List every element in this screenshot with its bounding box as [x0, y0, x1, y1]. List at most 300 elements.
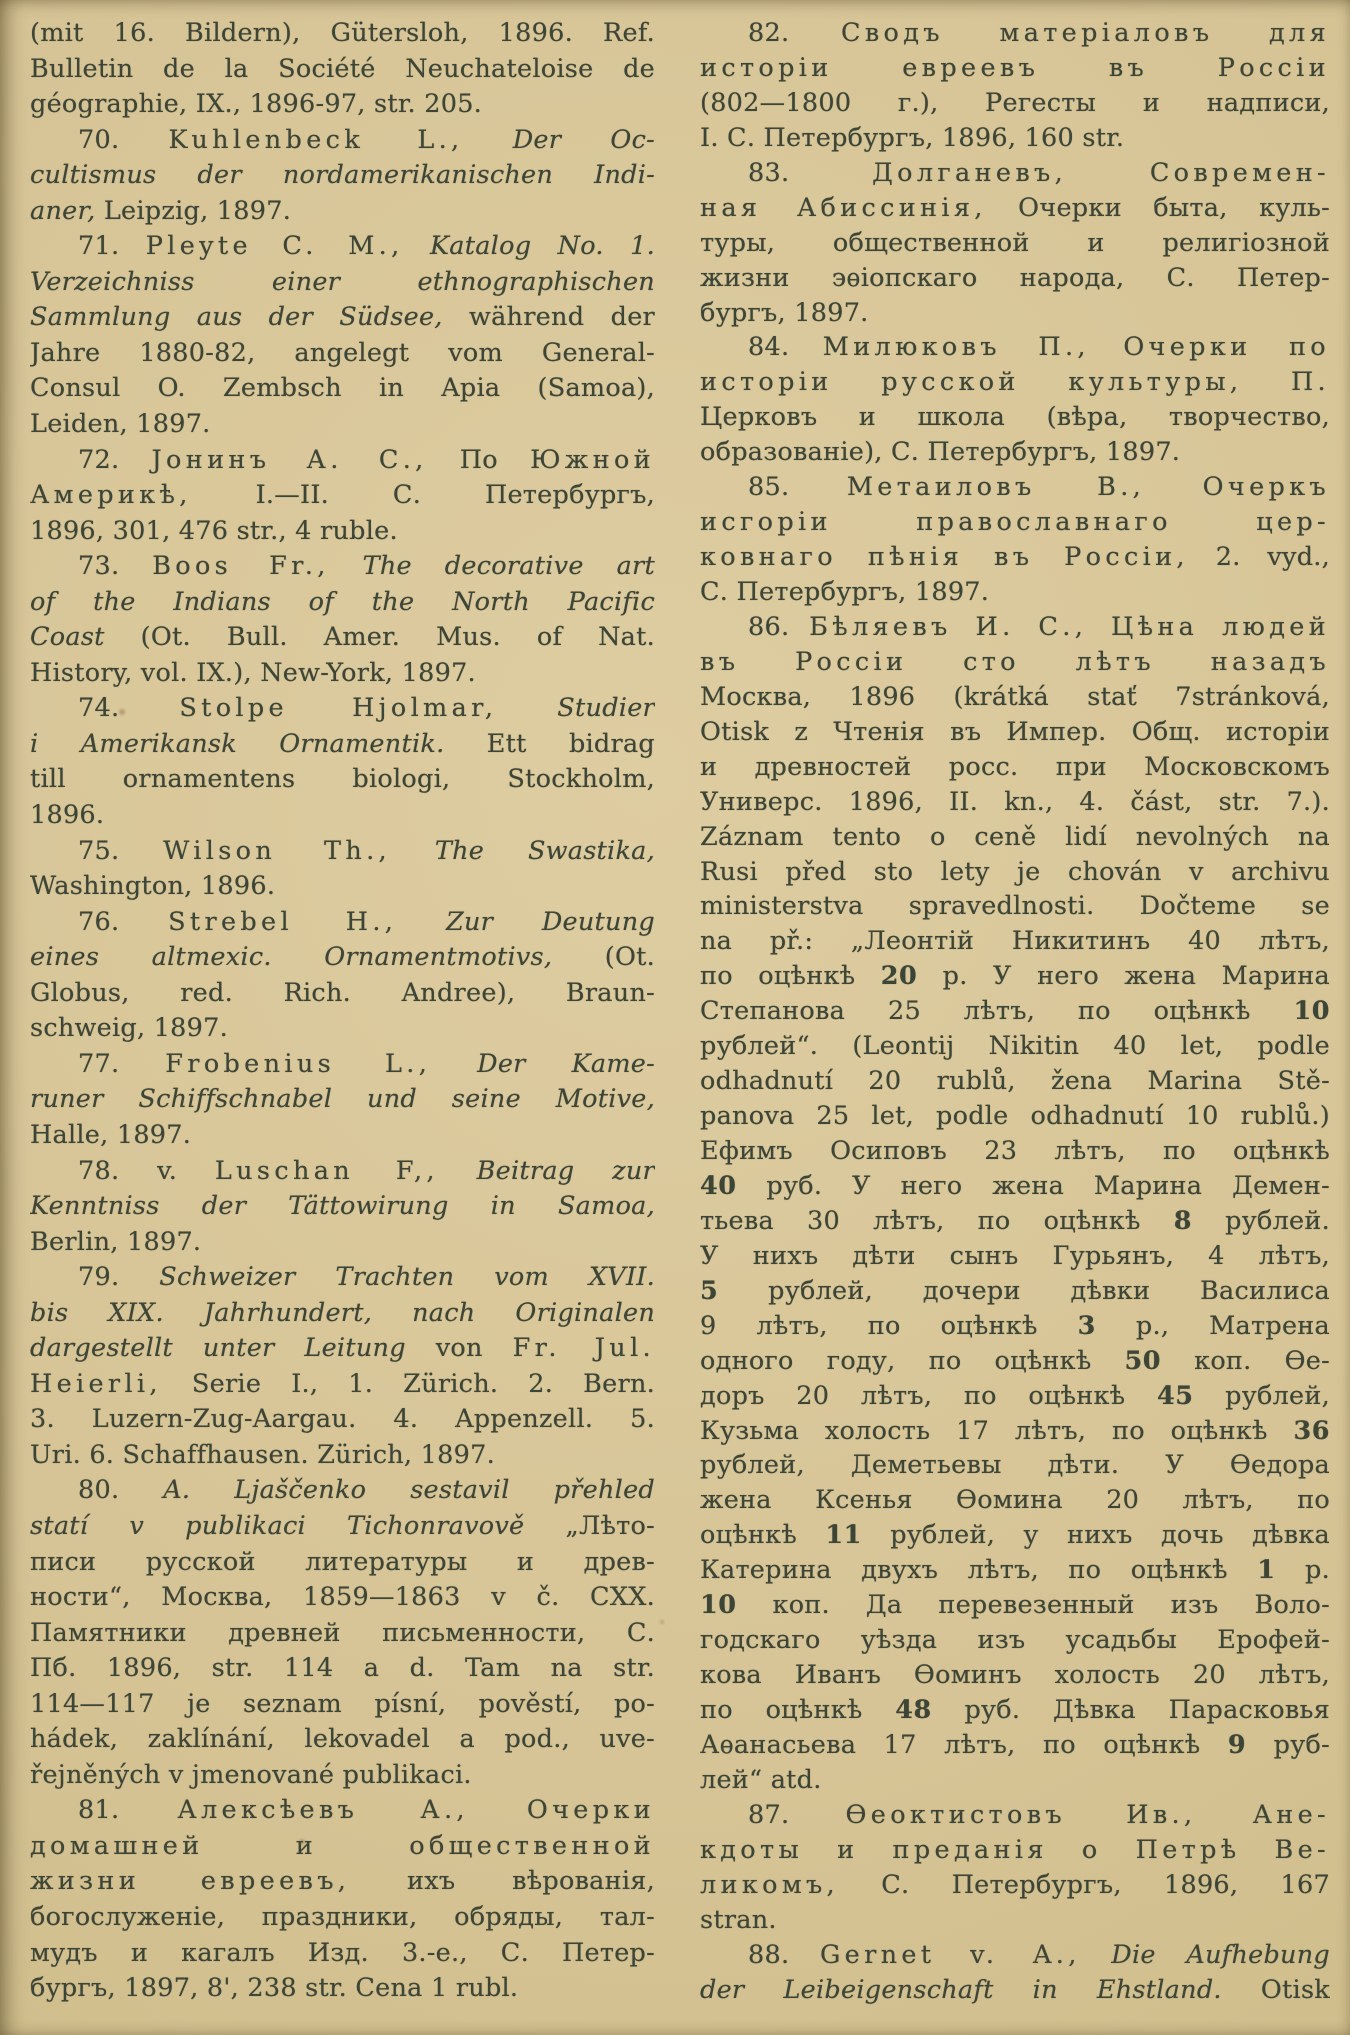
text-line	[700, 610, 1330, 645]
text-segment: 82.	[748, 18, 841, 48]
text-line	[700, 296, 1330, 331]
text-segment: Јонинъ А. С.,	[151, 444, 428, 475]
text-segment: Ett bidrag	[444, 728, 655, 759]
text-segment: 45	[1156, 1380, 1194, 1411]
text-segment: 1896.	[30, 800, 105, 831]
text-segment: hádek, zaklínání, lekovadel a pod., uve-	[30, 1724, 655, 1755]
text-line	[30, 976, 655, 1012]
text-line	[30, 123, 655, 159]
text-segment: Ефимъ Осиповъ 23 лѣтъ, по оцѣнкѣ	[700, 1136, 1330, 1166]
text-segment: писи русской литературы и древ-	[30, 1546, 655, 1577]
text-segment: panova 25 let, podle odhadnutí 10 rublů.)	[700, 1101, 1330, 1132]
text-segment	[391, 836, 435, 866]
text-segment: Долганевъ,	[872, 157, 1068, 188]
text-line	[700, 1868, 1330, 1903]
text-line	[700, 715, 1330, 750]
text-segment: ихъ вѣрованія,	[350, 1866, 655, 1897]
text-segment: 85.	[748, 472, 847, 503]
text-line	[700, 1448, 1330, 1483]
text-line	[700, 924, 1330, 959]
text-line	[700, 959, 1330, 994]
text-segment: Очерки по	[1123, 332, 1330, 363]
text-segment: řejněných v jmenované publikaci.	[30, 1759, 472, 1790]
text-segment: dargestellt unter Leitung	[30, 1333, 406, 1364]
text-segment: Pleyte C. M.,	[145, 231, 404, 262]
text-segment: р.	[1275, 1555, 1330, 1586]
text-line	[30, 1580, 655, 1616]
text-line	[700, 1274, 1330, 1309]
text-segment: Степанова 25 лѣтъ, по оцѣнкѣ	[700, 996, 1294, 1027]
text-segment: 11	[825, 1520, 862, 1551]
text-segment: (mit 16. Bildern), Gütersloh, 1896. Ref.	[30, 18, 655, 48]
text-segment: рублей, дочери дѣвки Василиса	[718, 1275, 1330, 1306]
text-line	[700, 1099, 1330, 1134]
text-line	[700, 1728, 1330, 1763]
text-segment: жизни евреевъ,	[30, 1866, 351, 1897]
text-segment: na př.: „Леонтій Никитинъ 40 лѣтъ,	[700, 926, 1330, 957]
text-segment: (Ot.	[552, 942, 655, 973]
text-segment: von	[405, 1333, 513, 1364]
text-segment: исторіи русской культуры, П.	[700, 367, 1330, 398]
text-line	[700, 51, 1330, 86]
text-line	[30, 1864, 655, 1900]
text-segment: оцѣнкѣ	[700, 1520, 826, 1551]
text-segment	[439, 1156, 477, 1186]
text-segment: Памятники древней письменности, С.	[30, 1617, 655, 1648]
text-line	[700, 540, 1330, 575]
text-segment: Washington, 1896.	[30, 871, 276, 902]
text-segment: Leiden, 1897.	[30, 409, 211, 440]
text-line	[30, 16, 655, 52]
text-segment: I. С. Петербургъ, 1896, 160 str.	[700, 122, 1125, 153]
text-segment: 10	[1293, 996, 1330, 1027]
text-segment: ministerstva spravedlnosti. Dočteme se	[700, 891, 1330, 922]
text-line	[30, 1118, 655, 1154]
text-line	[30, 1438, 655, 1474]
text-segment: рублей, у нихъ дочь дѣвка	[861, 1520, 1330, 1551]
text-line	[700, 330, 1330, 365]
text-segment: бургъ, 1897.	[700, 297, 869, 328]
text-segment	[1196, 1800, 1252, 1830]
text-segment: 78. v.	[78, 1155, 215, 1186]
text-segment: кова Иванъ Ѳоминъ холость 20 лѣтъ,	[700, 1660, 1330, 1691]
text-line	[30, 585, 655, 621]
text-segment: 9	[1227, 1729, 1247, 1760]
text-segment: Gernet v. A.,	[819, 1939, 1081, 1970]
text-segment	[397, 907, 446, 937]
text-segment	[431, 1049, 477, 1079]
text-segment: Studier	[557, 693, 655, 724]
text-segment: 73.	[78, 551, 153, 582]
text-segment: bis XIX. Jahrhundert, nach Originalen	[30, 1297, 655, 1328]
text-line	[30, 869, 655, 905]
text-segment: исгоріи православнаго цер-	[700, 507, 1330, 538]
text-segment	[1067, 158, 1150, 188]
text-segment: History, vol. IX.), New-York, 1897.	[30, 657, 476, 688]
left-column	[30, 16, 655, 2035]
text-segment: и древностей росс. при Московскомъ	[700, 751, 1330, 782]
text-segment: Сводъ матеріаловъ для	[840, 18, 1330, 48]
text-segment: 76.	[78, 906, 169, 937]
text-line	[700, 1833, 1330, 1868]
text-segment: Очеркъ	[1202, 472, 1330, 503]
text-line	[30, 1082, 655, 1118]
text-segment: Универс. 1896, II. kn., 4. část, str. 7.).	[700, 786, 1330, 817]
text-segment: eines altmexic. Ornamentmotivs,	[30, 942, 553, 973]
text-segment: по оцѣнкѣ	[700, 1695, 896, 1725]
text-segment: 79.	[78, 1262, 160, 1293]
text-segment: ности“, Москва, 1859—1863 v č. CXX.	[30, 1582, 655, 1613]
text-segment: Berlin, 1897.	[30, 1226, 202, 1257]
text-segment: 114—117 je seznam písní, pověstí, po-	[30, 1688, 655, 1719]
text-segment: Очерки быта, куль-	[986, 192, 1330, 223]
text-segment: руб. Дѣвка Парасковья	[931, 1695, 1330, 1725]
text-segment: Otisk z Чтенія въ Импер. Общ. исторіи	[700, 716, 1330, 747]
text-line	[30, 1154, 655, 1190]
text-segment	[463, 125, 512, 155]
text-line	[30, 549, 655, 585]
text-segment: Sammlung aus der Südsee,	[30, 302, 443, 333]
text-segment: Москва, 1896 (krátká stať 7stránková,	[700, 681, 1330, 712]
text-line	[30, 1047, 655, 1083]
text-line	[700, 889, 1330, 924]
text-segment: Америкѣ,	[30, 480, 192, 511]
text-line	[30, 1936, 655, 1972]
text-segment: По	[427, 444, 531, 475]
text-line	[700, 435, 1330, 470]
text-segment: Leipzig, 1897.	[95, 195, 292, 226]
text-segment: Южной	[530, 444, 655, 475]
text-line	[30, 1011, 655, 1047]
text-segment: Consul O. Zembsch in Apia (Samoa),	[30, 373, 655, 404]
text-segment: 86.	[748, 611, 810, 642]
text-line	[30, 1616, 655, 1652]
text-segment: Кузьма холость 17 лѣтъ, по оцѣнкѣ	[700, 1415, 1294, 1446]
text-line	[30, 229, 655, 265]
text-line	[30, 1331, 655, 1367]
text-segment: 75.	[78, 835, 164, 866]
text-segment: Globus, red. Rich. Andree), Braun-	[30, 977, 655, 1008]
text-line	[700, 365, 1330, 400]
text-segment: годскаго уѣзда изъ усадьбы Ерофей-	[700, 1625, 1330, 1656]
text-segment: Záznam tento o ceně lidí nevolných na	[700, 821, 1330, 852]
text-line	[30, 1296, 655, 1332]
text-segment: géographie, IX., 1896-97, str. 205.	[30, 89, 483, 120]
text-line	[700, 785, 1330, 820]
text-segment: бургъ, 1897, 8', 238 str. Cena 1 rubl.	[30, 1973, 519, 2004]
text-segment: руб-	[1246, 1729, 1330, 1760]
text-segment: 10	[700, 1590, 737, 1621]
text-line	[700, 191, 1330, 226]
text-line	[30, 1971, 655, 2007]
text-line	[30, 1367, 655, 1403]
text-segment: 71.	[78, 231, 146, 262]
text-segment: (802—1800 г.), Регесты и надписи,	[700, 87, 1330, 118]
text-segment: I.—II. С. Петербургъ,	[191, 480, 655, 511]
text-segment: Schweizer Trachten vom XVII.	[159, 1262, 655, 1293]
text-segment: 3. Luzern-Zug-Aargau. 4. Appenzell. 5.	[30, 1404, 655, 1435]
text-line	[30, 443, 655, 479]
text-line	[700, 1204, 1330, 1239]
text-line	[700, 1344, 1330, 1379]
text-segment: The decorative art	[362, 551, 655, 582]
text-segment	[1145, 472, 1203, 502]
text-segment: ликомъ,	[700, 1869, 839, 1900]
text-segment: der Leibeigenschaft in Ehstland.	[700, 1974, 1222, 2005]
text-line	[30, 905, 655, 941]
text-segment: туры, общественной и религіозной	[700, 227, 1330, 258]
text-segment: лей“ atd.	[700, 1764, 822, 1795]
text-segment: Katalog No. 1.	[429, 231, 655, 262]
text-line	[700, 505, 1330, 540]
text-line	[700, 1309, 1330, 1344]
text-line	[700, 1134, 1330, 1169]
text-segment: Rusi před sto lety je chován v archivu	[700, 856, 1330, 887]
text-segment: Serie I., 1. Zürich. 2. Bern.	[161, 1368, 655, 1399]
text-segment	[404, 231, 430, 261]
text-segment: Der Oc-	[512, 124, 655, 155]
text-segment: Der Kame-	[477, 1048, 655, 1079]
text-segment: Ѳеоктистовъ Ив.,	[845, 1799, 1197, 1830]
text-segment: odhadnutí 20 rublů, žena Marina Stě-	[700, 1066, 1330, 1097]
text-segment: 9 лѣтъ, по оцѣнкѣ	[700, 1310, 1078, 1341]
text-line	[30, 940, 655, 976]
text-segment: домашней и общественной	[30, 1830, 655, 1861]
text-line	[30, 87, 655, 123]
text-segment: cultismus der nordamerikanischen Indi-	[30, 160, 655, 191]
text-line	[700, 1169, 1330, 1204]
paper-speckles	[0, 0, 4, 4]
text-segment: Катерина двухъ лѣтъ, по оцѣнкѣ	[700, 1555, 1258, 1586]
text-line	[700, 750, 1330, 785]
text-segment: Stolpe Hjolmar,	[179, 693, 498, 724]
text-line	[700, 121, 1330, 156]
text-line	[700, 820, 1330, 855]
text-line	[30, 762, 655, 798]
text-segment: (Ot. Bull. Amer. Mus. of Nat.	[104, 622, 655, 653]
text-line	[30, 1793, 655, 1829]
text-segment: рублей“. (Leontij Nikitin 40 let, podle	[700, 1031, 1330, 1062]
text-line	[30, 514, 655, 550]
text-segment: У нихъ дѣти сынъ Гурьянъ, 4 лѣтъ,	[700, 1240, 1330, 1271]
text-line	[700, 1623, 1330, 1658]
text-segment: Otisk	[1221, 1974, 1330, 2005]
text-line	[700, 855, 1330, 890]
text-line	[30, 656, 655, 692]
text-line	[700, 1693, 1330, 1728]
text-segment: of the Indians of the North Pacific	[30, 586, 655, 617]
text-line	[30, 407, 655, 443]
text-segment: till ornamentens biologi, Stockholm,	[30, 764, 655, 795]
text-segment: 77.	[78, 1048, 166, 1079]
text-segment	[1081, 1940, 1112, 1970]
text-line	[30, 1260, 655, 1296]
text-segment: 83.	[748, 157, 873, 188]
text-line	[700, 1553, 1330, 1588]
text-segment: Wilson Th.,	[163, 835, 391, 866]
text-line	[30, 798, 655, 834]
text-line	[30, 691, 655, 727]
text-line	[30, 1651, 655, 1687]
text-segment: Kuhlenbeck L.,	[168, 124, 464, 155]
text-segment: The Swastika,	[434, 835, 655, 866]
text-segment: statí v publikaci Tichonravově	[30, 1510, 525, 1541]
text-segment: жена Ксенья Ѳомина 20 лѣтъ, по	[700, 1485, 1330, 1516]
text-segment: 36	[1293, 1415, 1330, 1446]
text-line	[700, 1483, 1330, 1518]
text-line	[700, 1379, 1330, 1414]
text-segment: Luschan F,,	[214, 1155, 439, 1186]
text-segment: 40	[700, 1170, 737, 1201]
text-segment: рублей,	[1193, 1380, 1330, 1411]
text-segment: ная Абиссинія,	[700, 192, 987, 223]
text-segment: доръ 20 лѣтъ, по оцѣнкѣ	[700, 1380, 1157, 1411]
text-segment	[469, 1795, 527, 1825]
text-segment: Jahre 1880-82, angelegt vom General-	[30, 337, 655, 368]
text-segment: исторіи евреевъ въ Россіи	[700, 52, 1330, 83]
text-segment: Fr. Jul.	[512, 1333, 655, 1364]
text-segment: въ Россіи сто лѣтъ назадъ	[700, 646, 1330, 677]
text-line	[700, 1239, 1330, 1274]
text-segment: 20	[880, 961, 918, 992]
text-line	[700, 1064, 1330, 1099]
text-line	[700, 16, 1330, 51]
text-segment: Милюковъ П.,	[822, 332, 1090, 363]
text-line	[30, 1402, 655, 1438]
text-line	[700, 1029, 1330, 1064]
text-segment: Strebel H.,	[168, 906, 398, 937]
text-line	[30, 620, 655, 656]
text-segment: Heierli,	[30, 1368, 162, 1399]
text-line	[700, 575, 1330, 610]
text-segment: богослуженіе, праздники, обряды, тал-	[30, 1901, 655, 1932]
text-segment: 8	[1173, 1205, 1192, 1236]
text-segment: 80.	[78, 1475, 164, 1506]
text-line	[30, 1509, 655, 1545]
text-line	[30, 1189, 655, 1225]
text-line	[700, 156, 1330, 191]
text-segment: 2. vyd.,	[1188, 542, 1330, 573]
text-segment: 72.	[78, 444, 152, 475]
text-segment: Очерки	[526, 1795, 655, 1826]
text-line	[30, 371, 655, 407]
text-line	[30, 158, 655, 194]
text-segment: 1896, 301, 476 str., 4 ruble.	[30, 515, 398, 546]
text-line	[30, 194, 655, 230]
text-segment: С. Петербургъ, 1897.	[700, 577, 990, 607]
text-segment: коп. Ѳе-	[1161, 1345, 1330, 1376]
text-line	[700, 1518, 1330, 1553]
text-segment: Boos Fr.,	[152, 551, 330, 582]
text-segment: Uri. 6. Schaffhausen. Zürich, 1897.	[30, 1439, 495, 1470]
text-segment: ковнаго пѣнія въ Россіи,	[700, 542, 1189, 573]
text-line	[700, 1588, 1330, 1623]
text-segment: stran.	[700, 1904, 777, 1935]
text-segment: Аѳанасьева 17 лѣтъ, по оцѣнкѣ	[700, 1729, 1228, 1760]
text-segment: Церковъ и школа (вѣра, творчество,	[700, 402, 1330, 433]
text-segment: тьева 30 лѣтъ, по оцѣнкѣ	[700, 1205, 1174, 1236]
text-line	[700, 1798, 1330, 1833]
text-segment: Алексѣевъ А.,	[177, 1795, 469, 1826]
text-line	[700, 994, 1330, 1029]
text-line	[30, 52, 655, 88]
text-segment: коп. Да перевезенный изъ Воло-	[736, 1590, 1330, 1621]
text-segment: Verzeichniss einer ethnographischen	[30, 266, 655, 297]
text-segment: Die Aufhebung	[1111, 1939, 1330, 1970]
text-segment: Современ-	[1149, 157, 1330, 188]
text-line	[700, 400, 1330, 435]
text-line	[700, 1903, 1330, 1938]
text-line	[700, 470, 1330, 505]
text-segment: Bulletin de la Société Neuchateloise de	[30, 53, 655, 84]
text-line	[700, 1938, 1330, 1973]
text-line	[30, 478, 655, 514]
text-line	[30, 1473, 655, 1509]
text-line	[700, 1658, 1330, 1693]
text-line	[30, 265, 655, 301]
text-line	[30, 727, 655, 763]
text-line	[30, 1758, 655, 1794]
text-line	[30, 336, 655, 372]
text-line	[700, 680, 1330, 715]
text-segment: Coast	[30, 622, 105, 653]
text-segment: р. У него жена Марина	[917, 961, 1330, 992]
text-segment: Halle, 1897.	[30, 1119, 192, 1150]
text-segment: образованіе), С. Петербургъ, 1897.	[700, 437, 1181, 468]
text-segment: runer Schiffschnabel und seine Motive,	[30, 1084, 655, 1115]
text-line	[30, 1687, 655, 1723]
text-line	[30, 834, 655, 870]
text-segment: i Amerikansk Ornamentik.	[30, 728, 445, 759]
text-segment: 84.	[748, 332, 823, 363]
text-segment	[497, 693, 557, 723]
text-segment: 50	[1124, 1345, 1162, 1376]
text-segment: 87.	[748, 1799, 846, 1830]
text-line	[30, 1722, 655, 1758]
text-line	[30, 1900, 655, 1936]
text-segment: 74.	[78, 693, 180, 724]
text-line	[700, 1973, 1330, 2008]
text-segment: während der	[442, 302, 655, 333]
text-segment: 1	[1257, 1555, 1276, 1586]
text-segment: 5	[700, 1275, 719, 1306]
text-segment: рублей, Деметьевы дѣти. У Ѳедора	[700, 1450, 1330, 1481]
right-column	[700, 16, 1330, 2035]
text-line	[700, 645, 1330, 680]
text-segment: С. Петербургъ, 1896, 167	[839, 1869, 1330, 1900]
text-segment: Метаиловъ В.,	[846, 472, 1146, 503]
text-segment	[1090, 332, 1123, 362]
text-segment: Beitrag zur	[476, 1155, 655, 1186]
text-line	[30, 1545, 655, 1581]
text-segment: Пб. 1896, str. 114 a d. Tam na str.	[30, 1653, 655, 1684]
text-segment: 81.	[78, 1795, 178, 1826]
text-line	[700, 261, 1330, 296]
text-segment: „Лѣто-	[524, 1510, 655, 1541]
text-segment: 3	[1077, 1310, 1096, 1341]
text-line	[700, 1763, 1330, 1798]
text-segment: жизни эѳіопскаго народа, С. Петер-	[700, 262, 1330, 293]
text-segment: кдоты и преданія о Петрѣ Ве-	[700, 1834, 1330, 1865]
text-segment: aner,	[30, 195, 96, 226]
text-segment: руб. У него жена Марина Демен-	[736, 1170, 1330, 1201]
text-line	[700, 226, 1330, 261]
text-segment: Kenntniss der Tättowirung in Samoa,	[30, 1191, 655, 1222]
text-segment: 88.	[748, 1939, 820, 1970]
text-segment: Frobenius L.,	[165, 1048, 432, 1079]
text-segment: по оцѣнкѣ	[700, 961, 881, 992]
text-segment: Бѣляевъ И. С., Цѣна людей	[809, 611, 1330, 642]
